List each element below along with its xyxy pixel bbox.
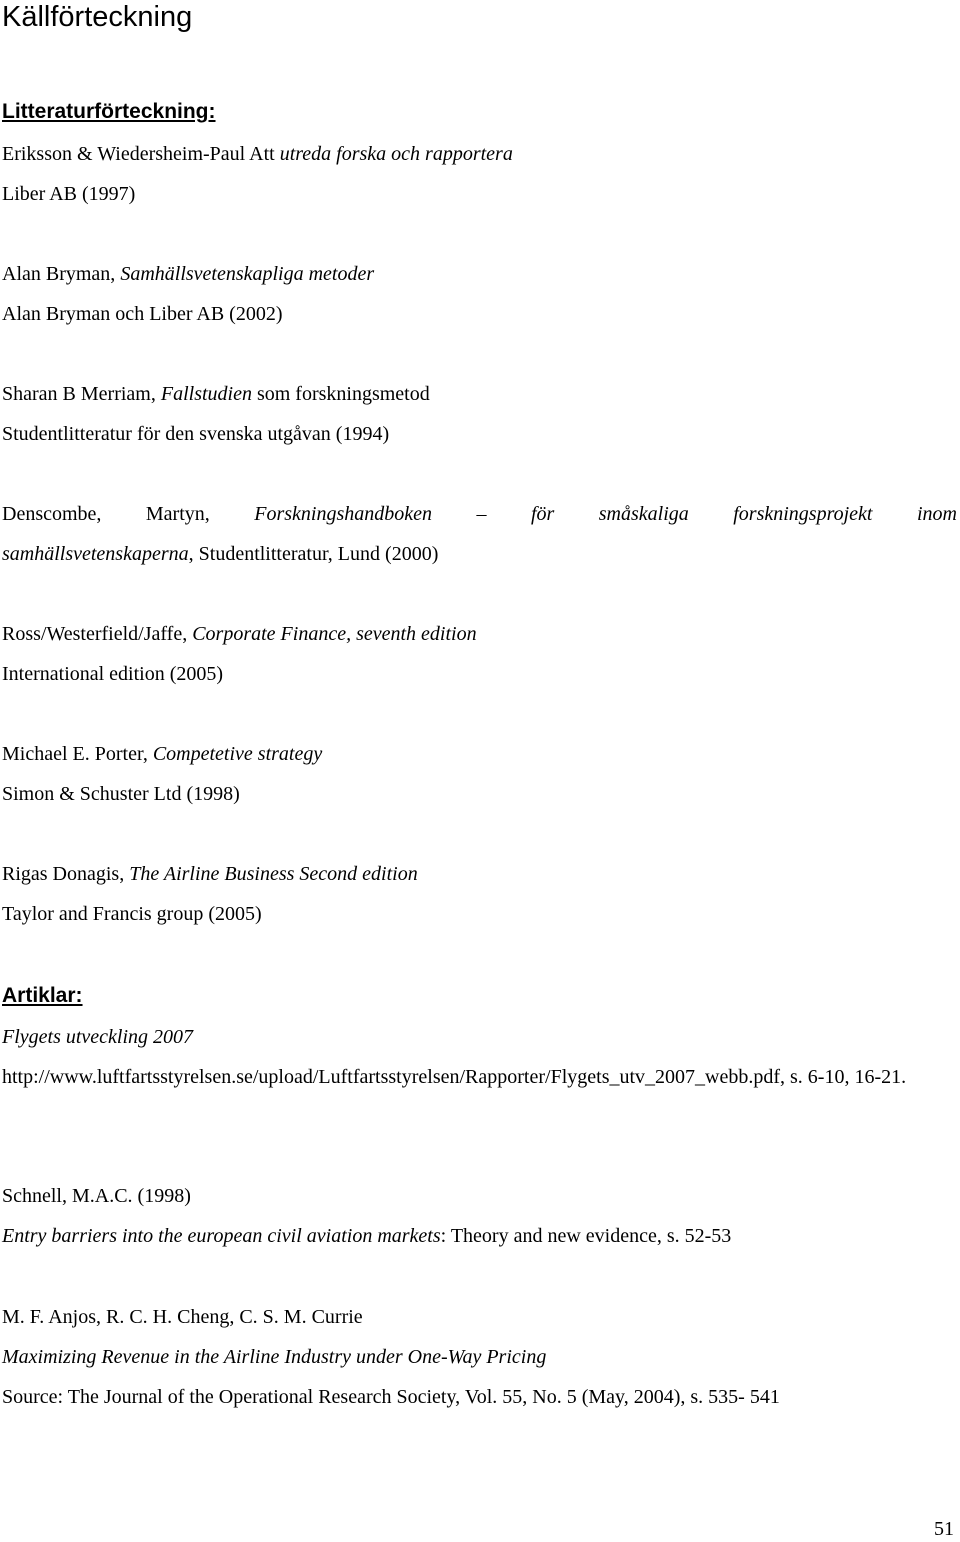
reference-publisher: Liber AB (1997) (2, 183, 136, 205)
articles-heading: Artiklar: (2, 984, 83, 1007)
reference-line: Sharan B Merriam, Fallstudien som forskningsmetod (2, 383, 430, 405)
article-author: Schnell, M.A.C. (1998) (2, 1185, 191, 1207)
reference-publisher: Studentlitteratur för den svenska utgåvan (1994) (2, 423, 390, 445)
article-title: Flygets utveckling 2007 (2, 1026, 194, 1048)
reference-publisher: Alan Bryman och Liber AB (2002) (2, 303, 283, 325)
reference-publisher: International edition (2005) (2, 663, 224, 685)
article-source: Source: The Journal of the Operational Research Society, Vol. 55, No. 5 (May, 2004), s. 535- 541 (2, 1386, 780, 1408)
page-number: 51 (934, 1518, 954, 1540)
reference-line: Michael E. Porter, Competetive strategy (2, 743, 323, 765)
article-title: Maximizing Revenue in the Airline Industry under One-Way Pricing (2, 1346, 547, 1368)
article-line: Entry barriers into the european civil aviation markets: Theory and new evidence, s. 52-53 (2, 1225, 732, 1247)
reference-line: Eriksson & Wiedersheim-Paul Att utreda forska och rapportera (2, 143, 513, 165)
article-author: M. F. Anjos, R. C. H. Cheng, C. S. M. Currie (2, 1306, 363, 1328)
reference-line: Alan Bryman, Samhällsvetenskapliga metoder (2, 263, 375, 285)
reference-publisher: Simon & Schuster Ltd (1998) (2, 783, 240, 805)
reference-line: Rigas Donagis, The Airline Business Second edition (2, 863, 418, 885)
reference-line: Ross/Westerfield/Jaffe, Corporate Finance, seventh edition (2, 623, 477, 645)
reference-publisher: samhällsvetenskaperna, Studentlitteratur, Lund (2000) (2, 543, 439, 565)
page-title: Källförteckning (2, 1, 193, 33)
reference-publisher: Taylor and Francis group (2005) (2, 903, 262, 925)
article-url[interactable]: http://www.luftfartsstyrelsen.se/upload/Luftfartsstyrelsen/Rapporter/Flygets_utv_2007_webb.pdf, s. 6-10, 16-21. (2, 1066, 907, 1088)
reference-line-justified: Denscombe, Martyn, Forskningshandboken – för småskaliga forskningsprojekt inom (2, 503, 957, 525)
literature-heading: Litteraturförteckning: (2, 100, 216, 123)
